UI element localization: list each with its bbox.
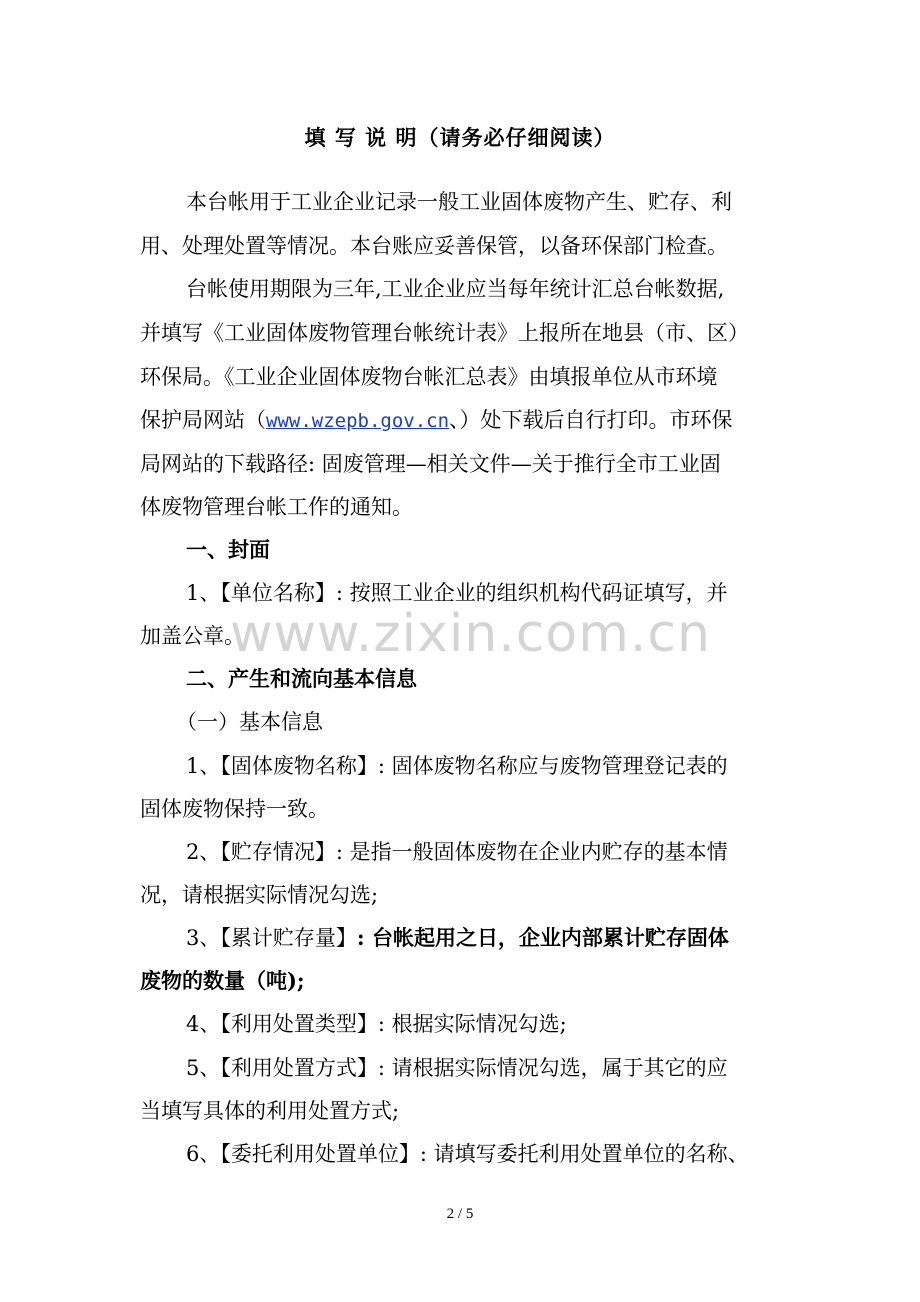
subsection-heading: （一）基本信息 [176,710,323,734]
item-emphasis-text: 废物的数量（吨); [140,968,305,993]
paragraph-text: 保护局网站（ [140,408,266,432]
document-title: 填 写 说 明（请务必仔细阅读） [304,125,616,150]
item-line: 6、【委托利用处置单位】: 请填写委托利用处置单位的名称、 [186,1142,749,1166]
item-line: 4、【利用处置类型】: 根据实际情况勾选; [186,1012,567,1036]
paragraph-line: 环保局。《工业企业固体废物台帐汇总表》由填报单位从市环境 [140,365,718,389]
item-line: 1、【固体废物名称】: 固体废物名称应与废物管理登记表的 [186,754,728,778]
section-heading-basic-info: 二、产生和流向基本信息 [186,666,417,691]
section-heading-cover: 一、封面 [186,537,270,562]
paragraph-line: 体废物管理台帐工作的通知。 [140,495,413,519]
paragraph-line: 台帐使用期限为三年,工业企业应当每年统计汇总台帐数据, [186,277,725,301]
item-line: 当填写具体的利用处置方式; [140,1099,400,1123]
item-line-emphasis [186,923,729,953]
paragraph-line: 局网站的下载路径: 固废管理—相关文件—关于推行全市工业固 [140,452,721,476]
item-line: 固体废物保持一致。 [140,797,329,821]
paragraph-line: 并填写《工业固体废物管理台帐统计表》上报所在地县（市、区） [140,321,749,345]
item-line: 1、【单位名称】: 按照工业企业的组织机构代码证填写，并 [186,581,728,605]
item-line: 况，请根据实际情况勾选; [140,883,379,907]
website-link[interactable]: www.wzepb.gov.cn [266,410,450,432]
paragraph-line-with-link [140,405,733,436]
item-emphasis-text: : 台帐起用之日，企业内部累计贮存固体 [356,925,729,950]
paragraph-line: 用、处理处置等情况。本台账应妥善保管，以备环保部门检查。 [140,234,728,258]
paragraph-line: 本台帐用于工业企业记录一般工业固体废物产生、贮存、利 [186,190,732,214]
item-line: 加盖公章。 [140,624,245,648]
watermark: www.zixin.com.cn [230,604,711,664]
item-line: 5、【利用处置方式】: 请根据实际情况勾选，属于其它的应 [186,1056,728,1080]
item-label: 3、【累计贮存量】 [186,926,357,950]
page-number: 2 / 5 [446,1206,474,1222]
paragraph-text: 、）处下载后自行打印。市环保 [449,408,733,432]
item-line: 2、【贮存情况】: 是指一般固体废物在企业内贮存的基本情 [186,840,728,864]
